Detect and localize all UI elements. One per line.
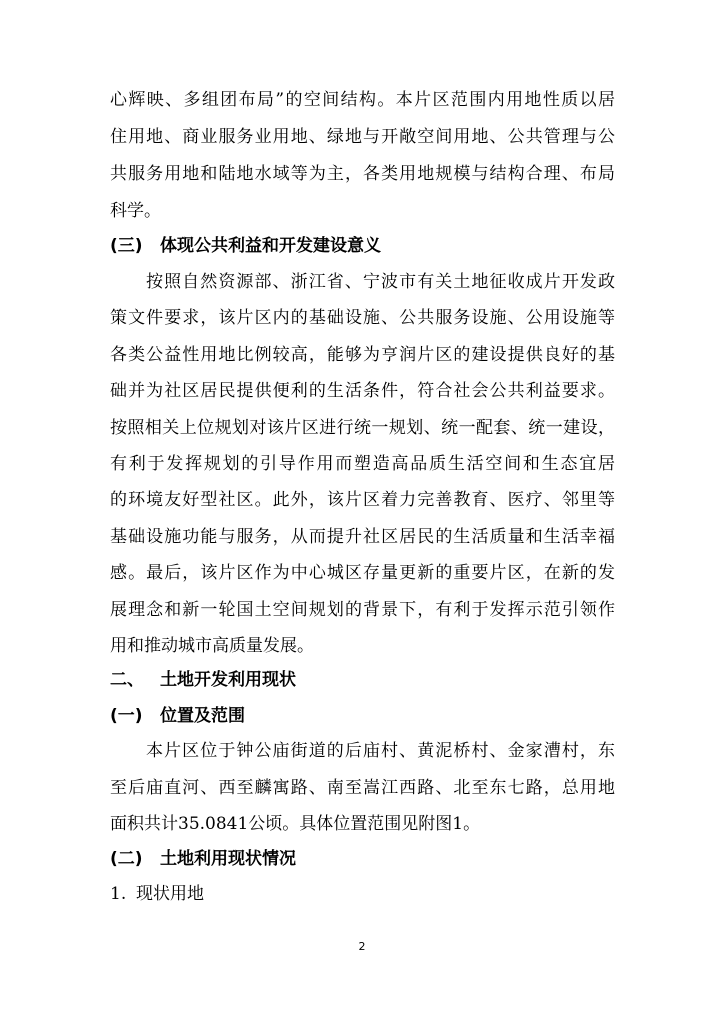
paragraph-line: 按照相关上位规划对该片区进行统一规划、统一配套、统一建设， [110, 418, 615, 438]
paragraph-line: 共服务用地和陆地水域等为主，各类用地规模与结构合理、布局 [110, 164, 615, 184]
paragraph-line: 感。最后，该片区作为中心城区存量更新的重要片区，在新的发 [110, 563, 615, 583]
paragraph-line: 心辉映、多组团布局”的空间结构。本片区范围内用地性质以居 [110, 90, 615, 110]
heading-number: (二) [110, 849, 143, 869]
paragraph-line: 本片区位于钟公庙街道的后庙村、黄泥桥村、金家漕村，东 [146, 741, 615, 761]
paragraph-line: 展理念和新一轮国土空间规划的背景下，有利于发挥示范引领作 [110, 600, 615, 620]
section-heading [110, 846, 296, 872]
chapter-heading [110, 667, 296, 693]
paragraph-line: 策文件要求，该片区内的基础设施、公共服务设施、公用设施等 [110, 308, 615, 328]
paragraph-line: 用和推动城市高质量发展。 [110, 636, 314, 656]
heading-text: 土地开发利用现状 [160, 670, 296, 690]
paragraph-line: 住用地、商业服务业用地、绿地与开敞空间用地、公共管理与公 [110, 127, 615, 147]
paragraph-line: 各类公益性用地比例较高，能够为亨润片区的建设提供良好的基 [110, 345, 615, 365]
item-text: 现状用地 [136, 884, 204, 904]
section-heading [110, 233, 381, 259]
paragraph-line: 面积共计35.0841公顷。具体位置范围见附图1。 [110, 814, 481, 834]
item-number: 1. [110, 884, 127, 904]
paragraph-line: 按照自然资源部、浙江省、宁波市有关土地征收成片开发政 [146, 272, 615, 292]
heading-text: 位置及范围 [160, 706, 245, 726]
paragraph-line: 础并为社区居民提供便利的生活条件，符合社会公共利益要求。 [110, 381, 615, 401]
paragraph-line: 有利于发挥规划的引导作用而塑造高品质生活空间和生态宜居 [110, 454, 615, 474]
paragraph-line: 的环境友好型社区。此外，该片区着力完善教育、医疗、邻里等 [110, 490, 615, 510]
heading-number: 二、 [110, 670, 144, 690]
heading-text: 体现公共利益和开发建设意义 [160, 236, 381, 256]
paragraph-line: 科学。 [110, 201, 161, 221]
page-number: 2 [358, 940, 366, 953]
heading-number: (一) [110, 706, 143, 726]
paragraph-line: 基础设施功能与服务，从而提升社区居民的生活质量和生活幸福 [110, 527, 615, 547]
heading-text: 土地利用现状情况 [160, 849, 296, 869]
section-heading [110, 703, 245, 729]
heading-number: (三) [110, 236, 143, 256]
paragraph-line: 至后庙直河、西至麟寓路、南至嵩江西路、北至东七路，总用地 [110, 778, 615, 798]
numbered-item [110, 882, 204, 906]
